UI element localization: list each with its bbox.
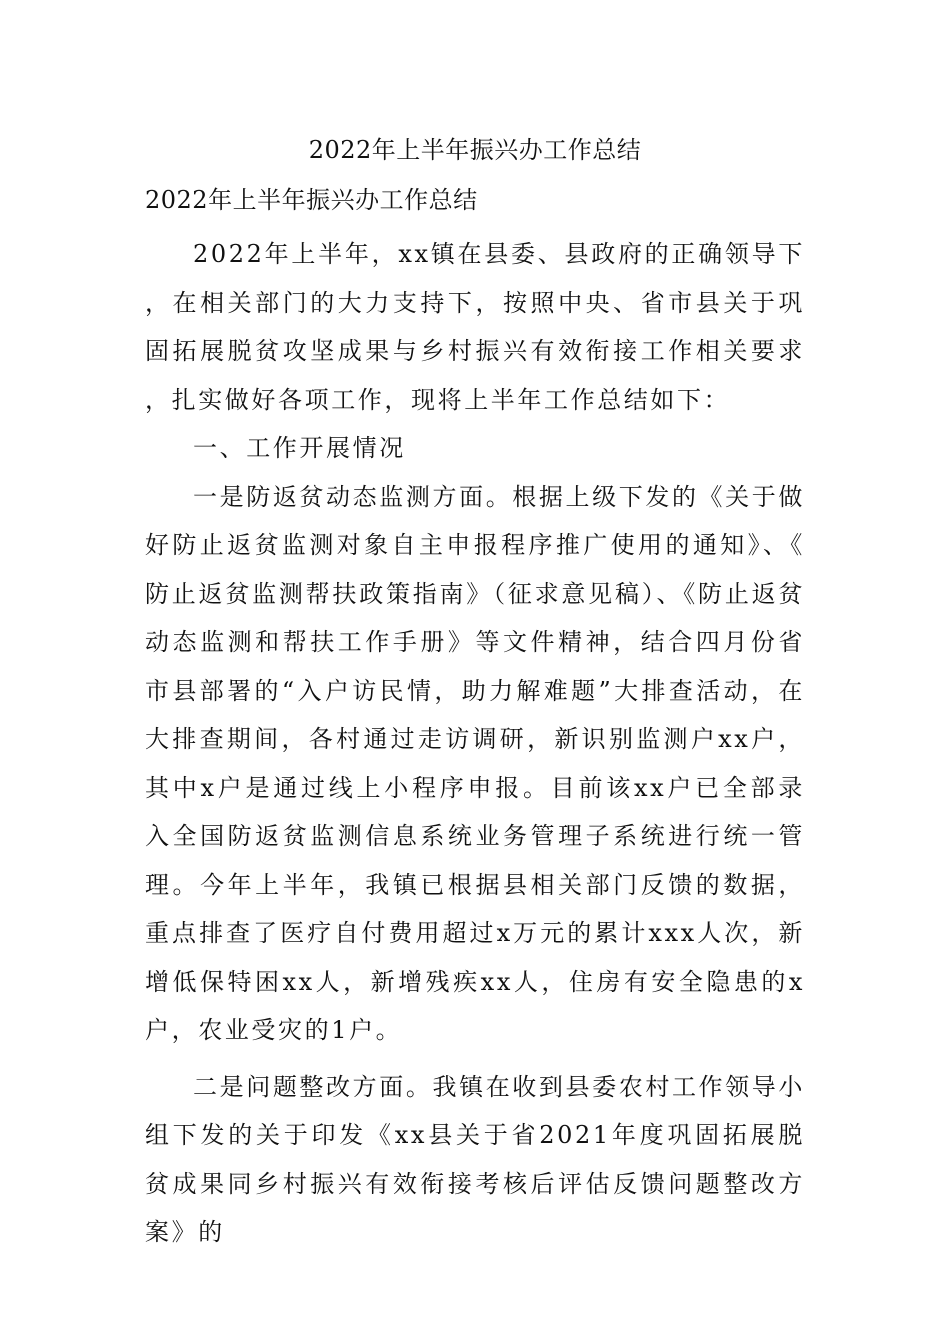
document-title: 2022年上半年振兴办工作总结 (308, 136, 642, 164)
item-two-paragraph: 二是问题整改方面。我镇在收到县委农村工作领导小组下发的关于印发《xx县关于省2021年度巩固拓展脱贫成果同乡村振兴有效衔接考核后评估反馈问题整改方案》的 (145, 1072, 805, 1246)
section-heading-one: 一、工作开展情况 (193, 434, 406, 462)
item-one-paragraph: 一是防返贫动态监测方面。根据上级下发的《关于做好防止返贫监测对象自主申报程序推广使用的通知》、《防止返贫监测帮扶政策指南》（征求意见稿）、《防止返贫动态监测和帮扶工作手册》等文件精神，结合四月份省市县部署的“入户访民情，助力解难题”大排查活动，在大排查期间，各村通过走访调研，新识别监测户xx户，其中x户是通过线上小程序申报。目前该xx户已全部录入全国防返贫监测信息系统业务管理子系统进行统一管理。今年上半年，我镇已根据县相关部门反馈的数据，重点排查了医疗自付费用超过x万元的累计xxx人次，新增低保特困xx人，新增残疾xx人，住房有安全隐患的x户，农业受灾的1户。 (145, 482, 805, 1044)
document-body (145, 230, 805, 1257)
document-subtitle: 2022年上半年振兴办工作总结 (145, 186, 478, 214)
intro-paragraph: 2022年上半年，xx镇在县委、县政府的正确领导下，在相关部门的大力支持下，按照中央、省市县关于巩固拓展脱贫攻坚成果与乡村振兴有效衔接工作相关要求，扎实做好各项工作，现将上半年工作总结如下： (145, 240, 805, 414)
